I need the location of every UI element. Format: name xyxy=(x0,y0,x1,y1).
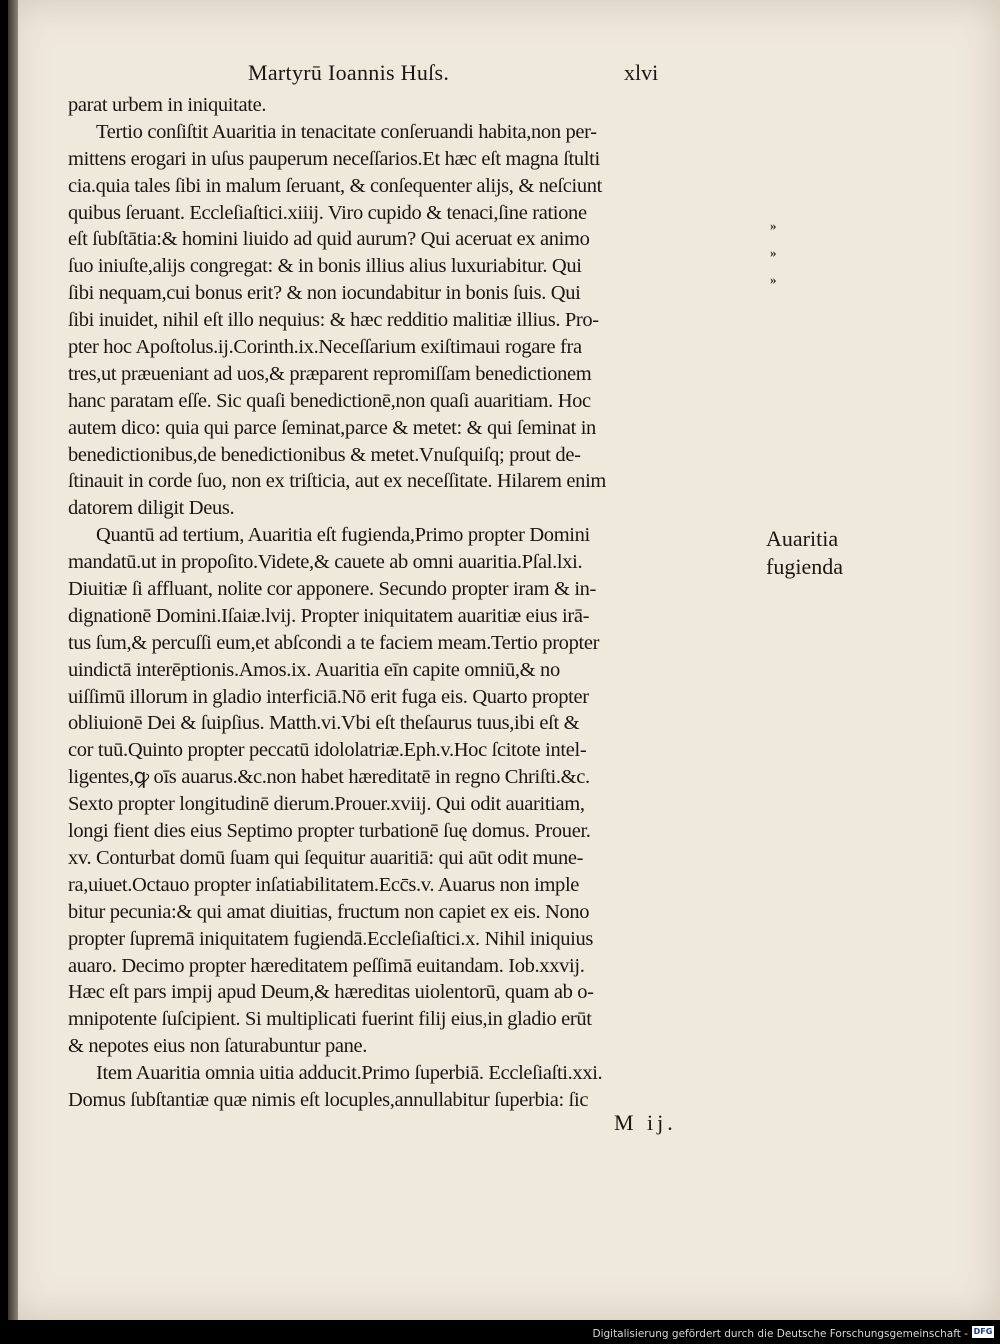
folio-number: xlvi xyxy=(624,60,659,85)
text-line: auaro. Decimo propter hæreditatem peſſimā euitandam. Iob.xxvij. xyxy=(68,954,585,977)
text-line: & nepotes eius non ſaturabuntur pane. xyxy=(68,1035,368,1058)
text-line: dignationē Domini.Iſaiæ.lvij. Propter iniquitatem auaritiæ eius irā- xyxy=(68,604,590,627)
text-line: eſt ſubſtātia:& homini liuido ad quid aurum? Qui aceruat ex animo xyxy=(68,228,590,251)
main-text-block xyxy=(68,92,758,1114)
text-line: mnipotente ſuſcipient. Si multiplicati fuerint filij eius,in gladio erūt xyxy=(68,1008,592,1031)
text-line: datorem diligit Deus. xyxy=(68,497,235,520)
text-line: uindictā interēptionis.Amos.ix. Auaritia eīn capite omniū,& no xyxy=(68,658,560,681)
text-line: ſtinauit in corde ſuo, non ex triſticia, aut ex neceſſitate. Hilarem enim xyxy=(68,470,607,493)
text-line: cia.quia tales ſibi in malum ſeruant, & conſequenter alijs, & neſciunt xyxy=(68,174,602,197)
signature-mark: M ij. xyxy=(614,1110,677,1135)
running-title: Martyrū Ioannis Huſs. xyxy=(248,60,450,85)
text-line: Quantū ad tertium, Auaritia eſt fugienda,Primo propter Domini xyxy=(96,524,590,547)
marginal-pointer-mark: » xyxy=(770,218,777,233)
text-line: Hæc eſt pars impij apud Deum,& hæreditas uiolentorū, quam ab o- xyxy=(68,981,594,1004)
text-line: autem dico: quia qui parce ſeminat,parce & metet: & qui ſeminat in xyxy=(68,416,596,439)
book-page xyxy=(8,0,1000,1320)
text-line: pter hoc Apoſtolus.ij.Corinth.ix.Neceſſarium exiſtimaui rogare fra xyxy=(68,336,582,359)
text-line: ſibi nequam,cui bonus erit? & non iocundabitur in bonis ſuis. Qui xyxy=(68,282,581,305)
text-line: quibus ſeruant. Eccleſiaſtici.xiiij. Viro cupido & tenaci,ſine ratione xyxy=(68,201,587,224)
text-line: obliuionē Dei & ſuipſius. Matth.vi.Vbi eſt theſaurus tuus,ibi eſt & xyxy=(68,712,580,735)
text-line: ſibi inuidet, nihil eſt illo nequius: & hæc redditio malitiæ illius. Pro- xyxy=(68,309,599,332)
marginal-pointer-mark: » xyxy=(770,245,777,260)
text-line: Tertio conſiſtit Auaritia in tenacitate conſeruandi habita,non per- xyxy=(96,120,597,143)
text-line: xv. Conturbat domū ſuam qui ſequitur auaritiā: qui aūt odit mune- xyxy=(68,846,584,869)
text-line: Sexto propter longitudinē dierum.Prouer.xviij. Qui odit auaritiam, xyxy=(68,793,585,816)
text-line: Diuitiæ ſi affluant, nolite cor apponere. Secundo propter iram & in- xyxy=(68,578,597,601)
marginal-note xyxy=(766,525,843,581)
text-line: tus ſum,& percuſſi eum,et abſcondi a te faciem meam.Tertio propter xyxy=(68,631,600,654)
text-line: ligentes,ꝙ oīs auarus.&c.non habet hæreditatē in regno Chriſti.&c. xyxy=(68,766,590,789)
dfg-logo-icon: DFG xyxy=(973,1327,993,1336)
text-line: longi fient dies eius Septimo propter turbationē ſuę domus. Prouer. xyxy=(68,820,591,843)
text-line: ra,uiuet.Octauo propter inſatiabilitatem.Ecc̄s.v. Auarus non imple xyxy=(68,873,580,896)
marginal-note-line: Auaritia xyxy=(766,526,839,551)
text-line: ſuo iniuſte,alijs congregat: & in bonis illius alius luxuriabitur. Qui xyxy=(68,255,582,278)
digitization-credit: Digitalisierung gefördert durch die Deutsche Forschungsgemeinschaft - xyxy=(592,1328,968,1340)
text-line: Domus ſubſtantiæ quæ nimis eſt locuples,annullabitur ſuperbia: ſic xyxy=(68,1088,589,1111)
text-line: cor tuū.Quinto propter peccatū idololatriæ.Eph.v.Hoc ſcitote intel- xyxy=(68,739,587,762)
marginal-note-line: fugienda xyxy=(766,554,843,579)
text-line: mittens erogari in uſus pauperum neceſſarios.Et hæc eſt magna ſtulti xyxy=(68,147,600,170)
text-line: benedictionibus,de benedictionibus & metet.Vnuſquiſq; prout de- xyxy=(68,443,581,466)
page-gutter-shadow xyxy=(8,0,18,1320)
text-line: uiſſimū illorum in gladio interficiā.Nō erit fuga eis. Quarto propter xyxy=(68,685,589,708)
text-line: Item Auaritia omnia uitia adducit.Primo ſuperbiā. Eccleſiaſti.xxi. xyxy=(96,1062,603,1085)
text-line: mandatū.ut in propoſito.Videte,& cauete ab omni auaritia.Pſal.lxi. xyxy=(68,551,583,574)
text-line: hanc paratam eſſe. Sic quaſi benedictionē,non quaſi auaritiam. Hoc xyxy=(68,389,591,412)
text-line: bitur pecunia:& qui amat diuitias, fructum non capiet ex eis. Nono xyxy=(68,900,590,923)
text-line: parat urbem in iniquitate. xyxy=(68,94,267,116)
marginal-pointer-mark: » xyxy=(770,272,777,287)
text-line: propter ſupremā iniquitatem fugiendā.Eccleſiaſtici.x. Nihil iniquius xyxy=(68,927,593,950)
text-line: tres,ut præueniant ad uos,& præparent repromiſſam benedictionem xyxy=(68,362,592,385)
